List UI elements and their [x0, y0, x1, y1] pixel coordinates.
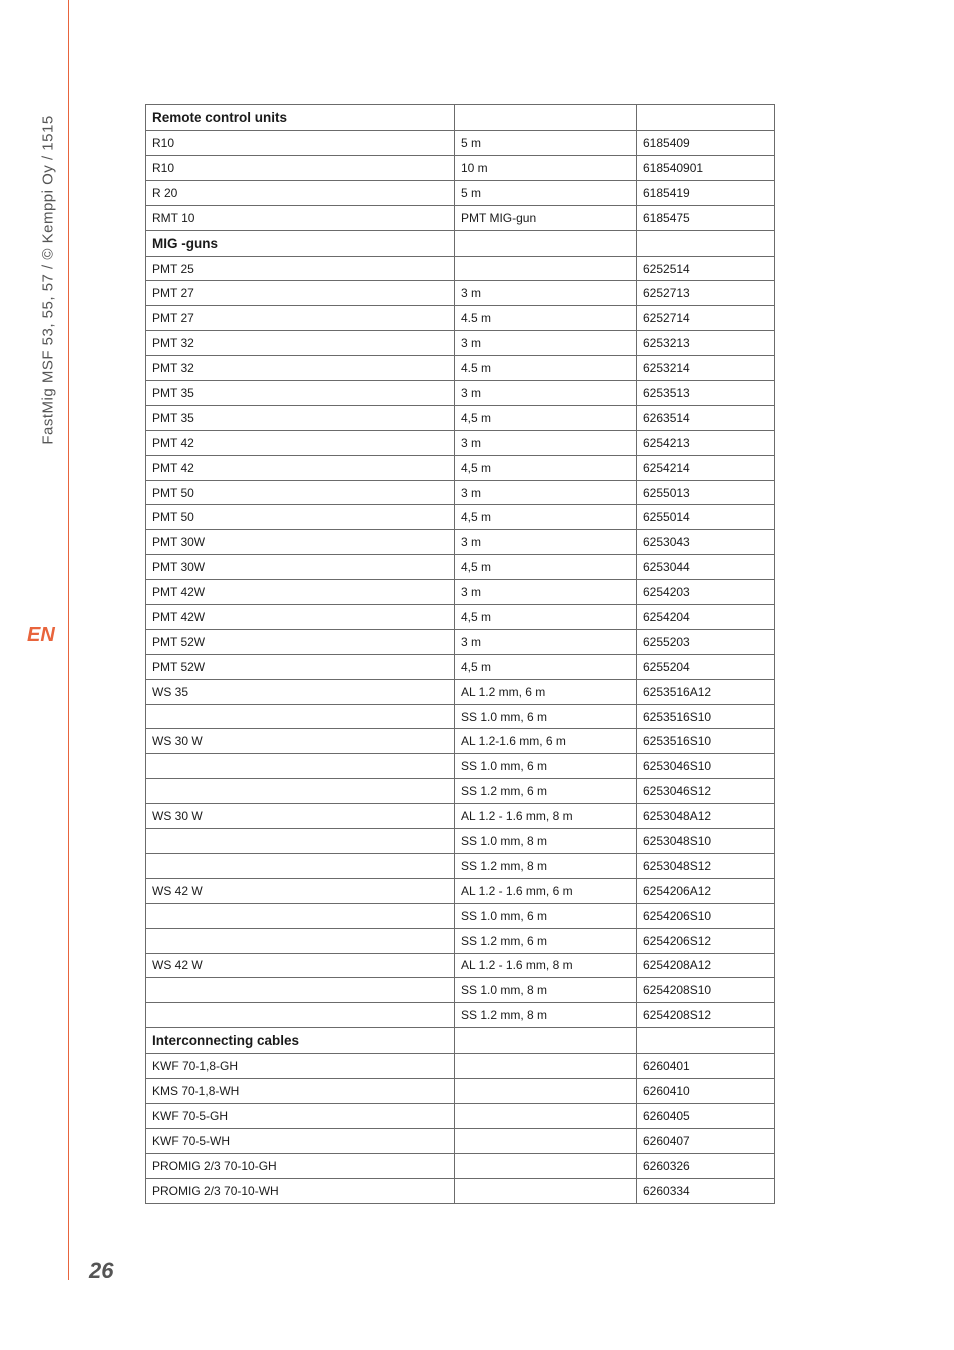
table-row [146, 1128, 775, 1153]
order-code-cell: 6254206A12 [637, 878, 775, 903]
table-row [146, 704, 775, 729]
order-code-cell: 6253513 [637, 381, 775, 406]
spec-cell: SS 1.0 mm, 6 m [455, 754, 637, 779]
order-code-cell: 6253046S10 [637, 754, 775, 779]
order-code-cell: 6253214 [637, 356, 775, 381]
table-row [146, 903, 775, 928]
order-code-cell: 6253516S10 [637, 704, 775, 729]
order-code-cell: 6252714 [637, 306, 775, 331]
item-name-cell: PMT 42 [146, 430, 455, 455]
table-row [146, 356, 775, 381]
table-row [146, 505, 775, 530]
spec-cell [455, 1128, 637, 1153]
order-code-cell: 6252514 [637, 256, 775, 281]
section-title-cell: Remote control units [146, 105, 455, 131]
order-code-cell: 6253516S10 [637, 729, 775, 754]
table-row [146, 679, 775, 704]
item-name-cell [146, 779, 455, 804]
spec-cell: SS 1.2 mm, 8 m [455, 1003, 637, 1028]
item-name-cell [146, 829, 455, 854]
table-row [146, 754, 775, 779]
spec-cell: 3 m [455, 580, 637, 605]
order-code-cell: 6260334 [637, 1178, 775, 1203]
table-row [146, 131, 775, 156]
item-name-cell: WS 30 W [146, 729, 455, 754]
spec-cell: 3 m [455, 530, 637, 555]
side-title: FastMig MSF 53, 55, 57 / © Kemppi Oy / 1515 [39, 115, 57, 445]
table-row [146, 430, 775, 455]
spec-cell: 10 m [455, 155, 637, 180]
item-name-cell: PMT 52W [146, 629, 455, 654]
order-code-cell: 6254208S10 [637, 978, 775, 1003]
section-header-row [146, 105, 775, 131]
item-name-cell: WS 42 W [146, 878, 455, 903]
item-name-cell [146, 928, 455, 953]
spec-cell: 3 m [455, 430, 637, 455]
spec-cell: AL 1.2-1.6 mm, 6 m [455, 729, 637, 754]
order-code-cell: 6253516A12 [637, 679, 775, 704]
order-code-cell: 6253043 [637, 530, 775, 555]
spec-cell: 3 m [455, 480, 637, 505]
order-code-cell: 6253048S10 [637, 829, 775, 854]
item-name-cell: PMT 30W [146, 530, 455, 555]
spec-cell: 4.5 m [455, 356, 637, 381]
table-row [146, 281, 775, 306]
table-row [146, 654, 775, 679]
item-name-cell: PMT 35 [146, 381, 455, 406]
spec-cell: 4.5 m [455, 306, 637, 331]
table-row [146, 878, 775, 903]
table-row [146, 629, 775, 654]
table-row [146, 256, 775, 281]
table-row [146, 804, 775, 829]
spec-cell [455, 1079, 637, 1104]
margin-rule [68, 0, 69, 1280]
table-row [146, 381, 775, 406]
parts-table [145, 104, 775, 1204]
order-code-cell: 6185475 [637, 205, 775, 230]
spec-cell: SS 1.0 mm, 8 m [455, 978, 637, 1003]
spec-cell [455, 1054, 637, 1079]
order-code-cell: 6253044 [637, 555, 775, 580]
item-name-cell: PROMIG 2/3 70-10-WH [146, 1178, 455, 1203]
item-name-cell: PMT 32 [146, 331, 455, 356]
table-row [146, 1054, 775, 1079]
table-row [146, 1103, 775, 1128]
table-row [146, 1153, 775, 1178]
order-code-cell: 6260401 [637, 1054, 775, 1079]
item-name-cell: PROMIG 2/3 70-10-GH [146, 1153, 455, 1178]
table-row [146, 829, 775, 854]
spec-cell [455, 256, 637, 281]
spec-cell: 4,5 m [455, 555, 637, 580]
order-code-cell [637, 230, 775, 256]
order-code-cell: 6254208A12 [637, 953, 775, 978]
spec-cell: SS 1.2 mm, 6 m [455, 928, 637, 953]
item-name-cell: R 20 [146, 180, 455, 205]
spec-cell: SS 1.2 mm, 8 m [455, 853, 637, 878]
section-header-row [146, 1028, 775, 1054]
table-row [146, 205, 775, 230]
spec-cell [455, 1153, 637, 1178]
spec-cell [455, 105, 637, 131]
spec-cell: SS 1.0 mm, 8 m [455, 829, 637, 854]
table-row [146, 1079, 775, 1104]
table-row [146, 978, 775, 1003]
spec-cell: 3 m [455, 331, 637, 356]
item-name-cell: R10 [146, 155, 455, 180]
spec-cell: 4,5 m [455, 405, 637, 430]
item-name-cell: PMT 35 [146, 405, 455, 430]
spec-cell: 5 m [455, 180, 637, 205]
spec-cell: AL 1.2 - 1.6 mm, 8 m [455, 953, 637, 978]
item-name-cell: PMT 27 [146, 306, 455, 331]
order-code-cell: 6254206S12 [637, 928, 775, 953]
section-title-cell: MIG -guns [146, 230, 455, 256]
table-row [146, 853, 775, 878]
spec-cell: 4,5 m [455, 605, 637, 630]
order-code-cell: 6255013 [637, 480, 775, 505]
order-code-cell: 6260410 [637, 1079, 775, 1104]
table-row [146, 180, 775, 205]
table-row [146, 1003, 775, 1028]
table-row [146, 555, 775, 580]
table-row [146, 306, 775, 331]
order-code-cell: 6253046S12 [637, 779, 775, 804]
item-name-cell [146, 853, 455, 878]
item-name-cell: KMS 70-1,8-WH [146, 1079, 455, 1104]
order-code-cell: 6263514 [637, 405, 775, 430]
table-row [146, 405, 775, 430]
table-row [146, 605, 775, 630]
table-row [146, 779, 775, 804]
order-code-cell: 6253048S12 [637, 853, 775, 878]
item-name-cell: PMT 30W [146, 555, 455, 580]
order-code-cell: 6185409 [637, 131, 775, 156]
order-code-cell [637, 1028, 775, 1054]
item-name-cell: PMT 50 [146, 505, 455, 530]
spec-cell: SS 1.0 mm, 6 m [455, 704, 637, 729]
spec-cell [455, 1028, 637, 1054]
order-code-cell: 6260326 [637, 1153, 775, 1178]
item-name-cell: KWF 70-5-WH [146, 1128, 455, 1153]
item-name-cell: PMT 50 [146, 480, 455, 505]
language-tag: EN [27, 624, 55, 646]
spec-cell [455, 230, 637, 256]
spec-cell: 3 m [455, 381, 637, 406]
item-name-cell: PMT 32 [146, 356, 455, 381]
order-code-cell: 6260407 [637, 1128, 775, 1153]
order-code-cell: 6185419 [637, 180, 775, 205]
item-name-cell: WS 35 [146, 679, 455, 704]
item-name-cell: WS 30 W [146, 804, 455, 829]
order-code-cell: 6254208S12 [637, 1003, 775, 1028]
spec-cell: 5 m [455, 131, 637, 156]
table-row [146, 530, 775, 555]
table-row [146, 928, 775, 953]
spec-cell: PMT MIG-gun [455, 205, 637, 230]
section-header-row [146, 230, 775, 256]
order-code-cell [637, 105, 775, 131]
order-code-cell: 6253048A12 [637, 804, 775, 829]
order-code-cell: 6254203 [637, 580, 775, 605]
spec-cell: 4,5 m [455, 654, 637, 679]
spec-cell [455, 1103, 637, 1128]
item-name-cell: R10 [146, 131, 455, 156]
spec-cell: 4,5 m [455, 505, 637, 530]
item-name-cell: WS 42 W [146, 953, 455, 978]
spec-cell: 4,5 m [455, 455, 637, 480]
table-row [146, 155, 775, 180]
spec-cell: AL 1.2 - 1.6 mm, 8 m [455, 804, 637, 829]
parts-table-body [146, 105, 775, 1204]
item-name-cell: PMT 42 [146, 455, 455, 480]
spec-cell: 3 m [455, 629, 637, 654]
spec-cell [455, 1178, 637, 1203]
order-code-cell: 6254214 [637, 455, 775, 480]
item-name-cell: PMT 52W [146, 654, 455, 679]
order-code-cell: 6253213 [637, 331, 775, 356]
spec-cell: 3 m [455, 281, 637, 306]
order-code-cell: 6254213 [637, 430, 775, 455]
item-name-cell: RMT 10 [146, 205, 455, 230]
item-name-cell: PMT 25 [146, 256, 455, 281]
order-code-cell: 6254204 [637, 605, 775, 630]
table-row [146, 331, 775, 356]
table-row [146, 455, 775, 480]
item-name-cell: PMT 42W [146, 605, 455, 630]
order-code-cell: 6252713 [637, 281, 775, 306]
table-row [146, 1178, 775, 1203]
order-code-cell: 6255204 [637, 654, 775, 679]
order-code-cell: 6255203 [637, 629, 775, 654]
section-title-cell: Interconnecting cables [146, 1028, 455, 1054]
item-name-cell: KWF 70-5-GH [146, 1103, 455, 1128]
spec-cell: SS 1.0 mm, 6 m [455, 903, 637, 928]
table-row [146, 729, 775, 754]
table-row [146, 953, 775, 978]
order-code-cell: 6255014 [637, 505, 775, 530]
item-name-cell: KWF 70-1,8-GH [146, 1054, 455, 1079]
spec-cell: AL 1.2 mm, 6 m [455, 679, 637, 704]
item-name-cell [146, 1003, 455, 1028]
table-row [146, 480, 775, 505]
item-name-cell: PMT 42W [146, 580, 455, 605]
page-number: 26 [89, 1258, 114, 1283]
spec-cell: AL 1.2 - 1.6 mm, 6 m [455, 878, 637, 903]
item-name-cell [146, 704, 455, 729]
spec-cell: SS 1.2 mm, 6 m [455, 779, 637, 804]
table-row [146, 580, 775, 605]
order-code-cell: 6254206S10 [637, 903, 775, 928]
item-name-cell [146, 903, 455, 928]
item-name-cell: PMT 27 [146, 281, 455, 306]
order-code-cell: 6260405 [637, 1103, 775, 1128]
order-code-cell: 618540901 [637, 155, 775, 180]
item-name-cell [146, 978, 455, 1003]
item-name-cell [146, 754, 455, 779]
